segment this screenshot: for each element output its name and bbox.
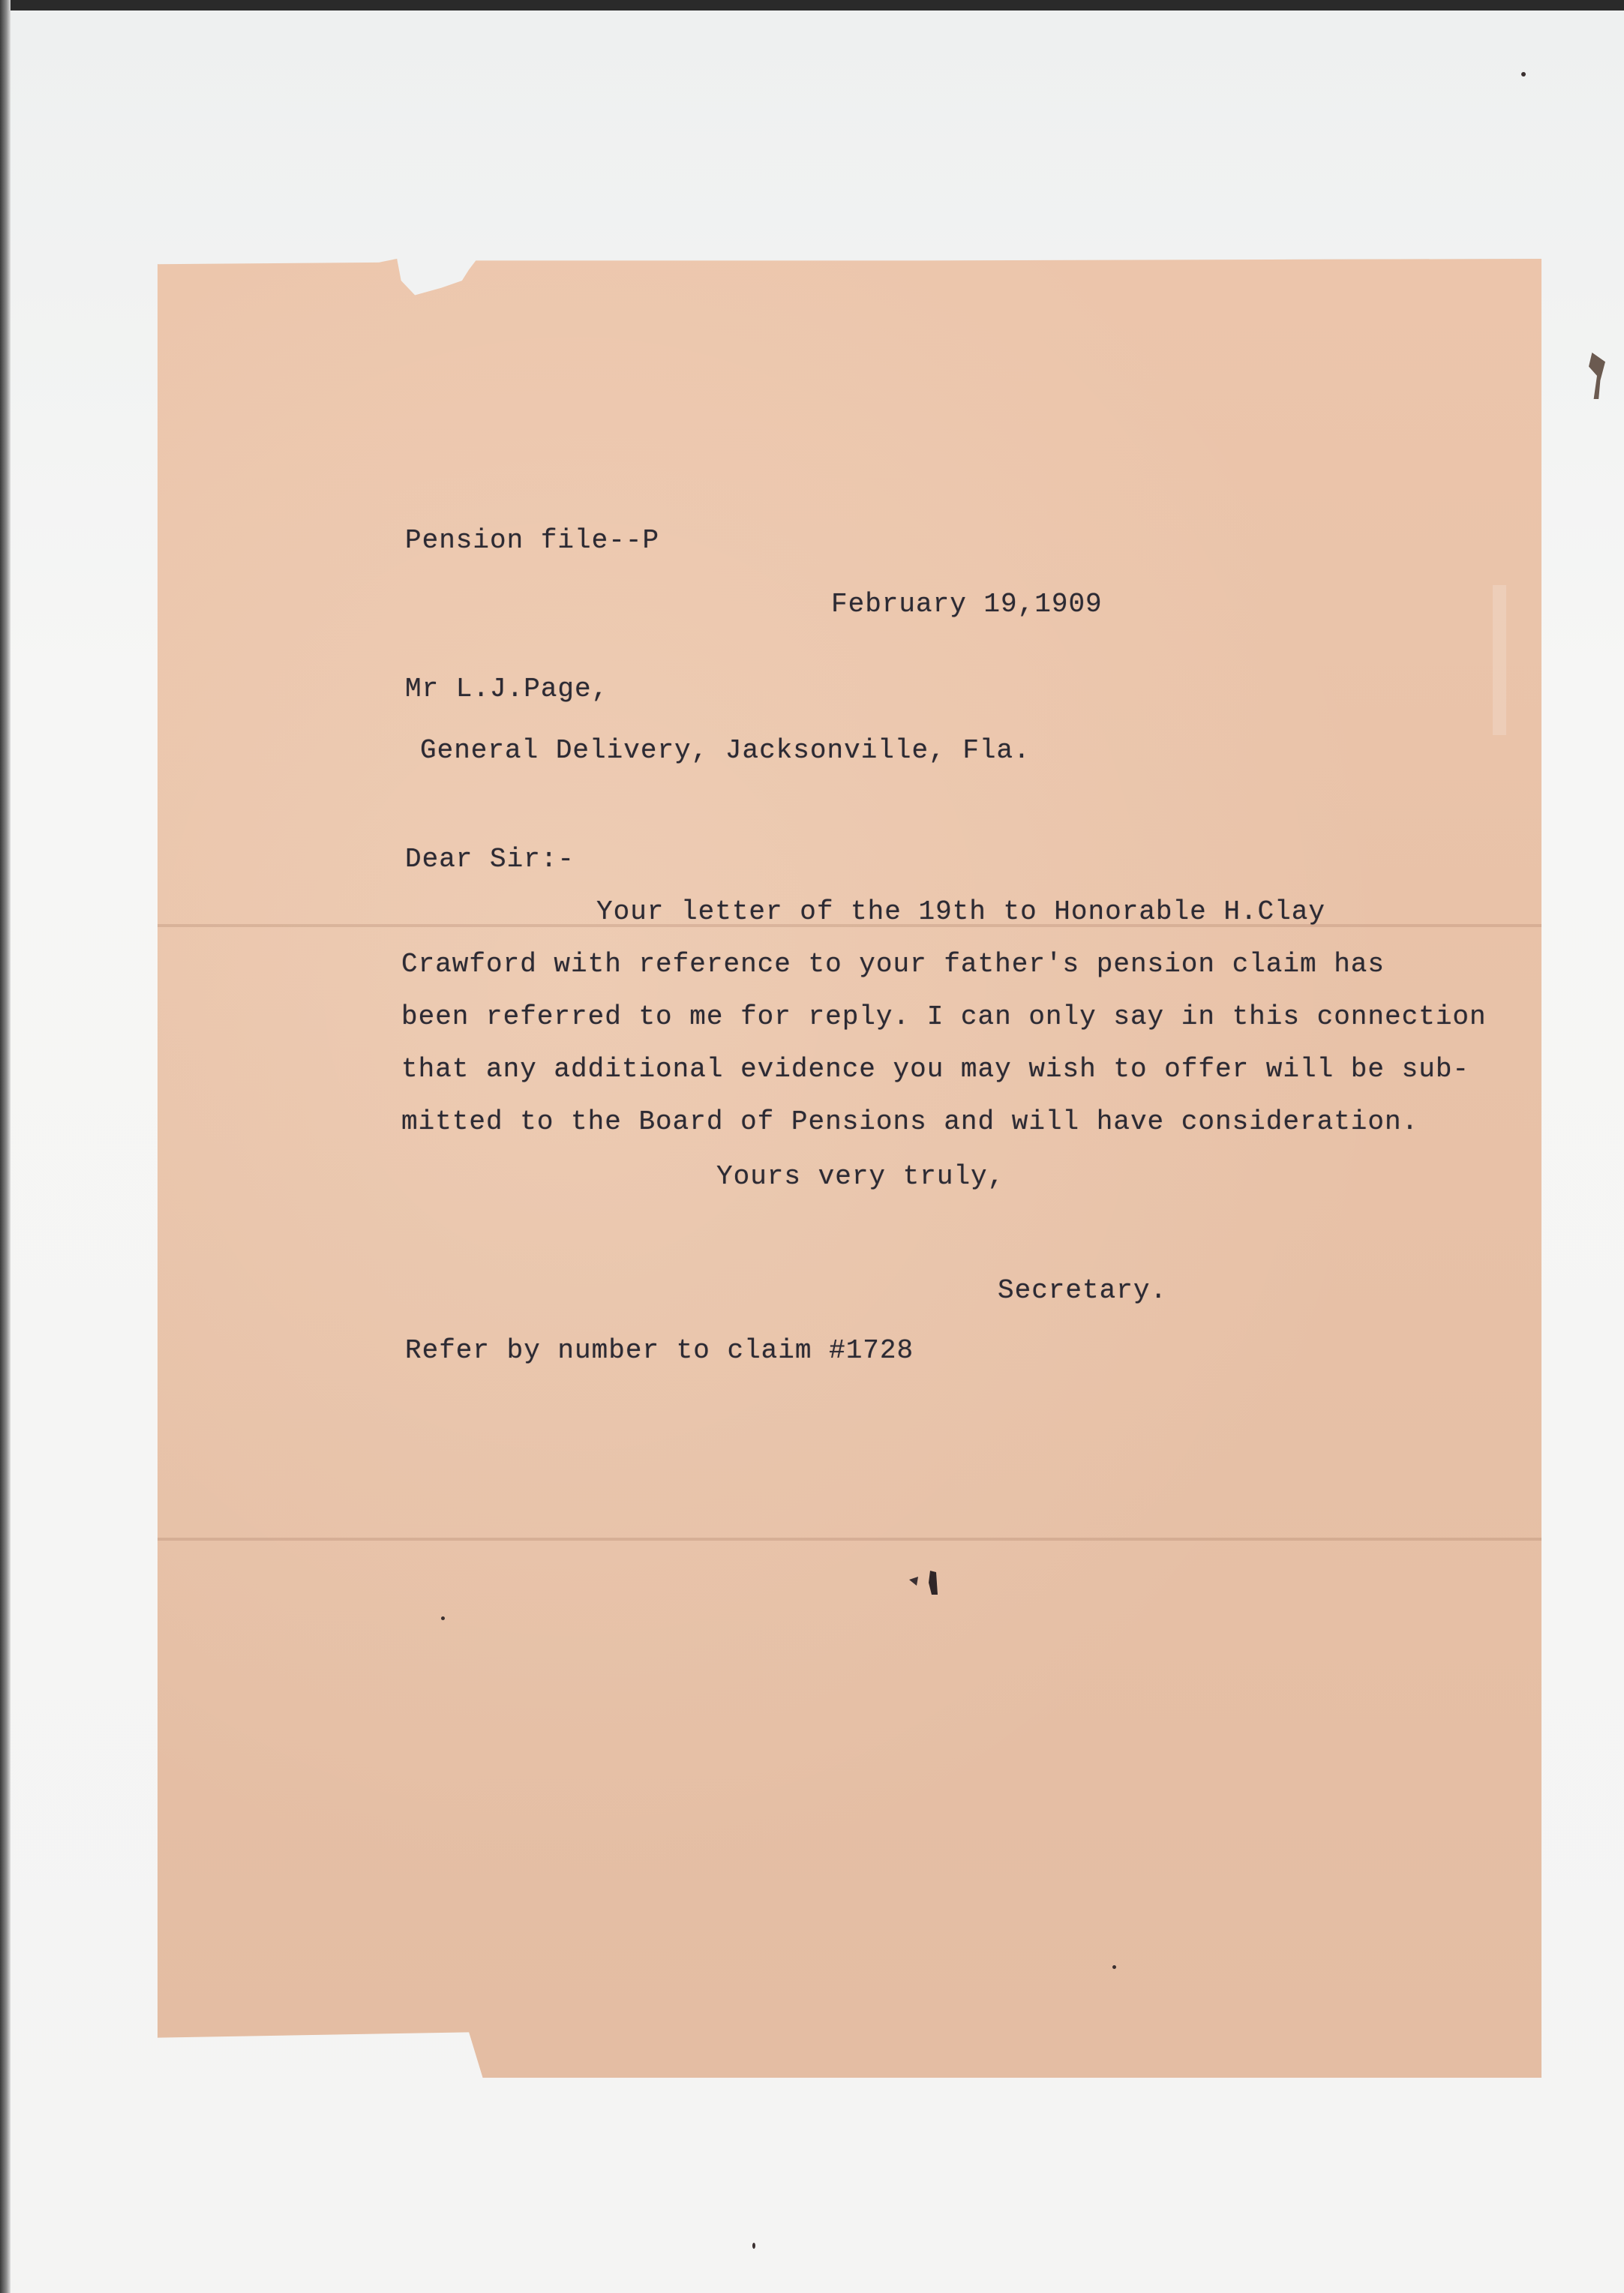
claim-reference: Refer by number to claim #1728 <box>405 1335 914 1366</box>
signature-title: Secretary. <box>998 1275 1168 1306</box>
body-line: Crawford with reference to your father's pension claim has <box>401 949 1385 980</box>
paper-speck <box>441 1616 445 1620</box>
body-line: been referred to me for reply. I can only say in this connection <box>401 1001 1487 1032</box>
pension-file-reference: Pension file--P <box>405 525 660 556</box>
body-line: that any additional evidence you may wish to offer will be sub- <box>401 1054 1470 1085</box>
recipient-name: Mr L.J.Page, <box>405 674 609 704</box>
body-line: mitted to the Board of Pensions and will have consideration. <box>401 1106 1419 1137</box>
letter-date: February 19,1909 <box>831 589 1103 620</box>
paper-speck <box>1112 1965 1116 1969</box>
ink-blot-mark <box>908 1569 947 1596</box>
letter-closing: Yours very truly, <box>716 1161 1005 1192</box>
scan-speck <box>752 2243 755 2249</box>
scan-left-edge <box>0 0 11 2293</box>
salutation: Dear Sir:- <box>405 844 575 875</box>
paper-fold-line <box>158 1538 1541 1541</box>
paper-discoloration <box>1493 585 1506 735</box>
recipient-address: General Delivery, Jacksonville, Fla. <box>420 735 1031 766</box>
scan-top-edge <box>0 0 1624 11</box>
body-line: Your letter of the 19th to Honorable H.Clay <box>596 896 1325 927</box>
scan-speck <box>1521 72 1526 77</box>
